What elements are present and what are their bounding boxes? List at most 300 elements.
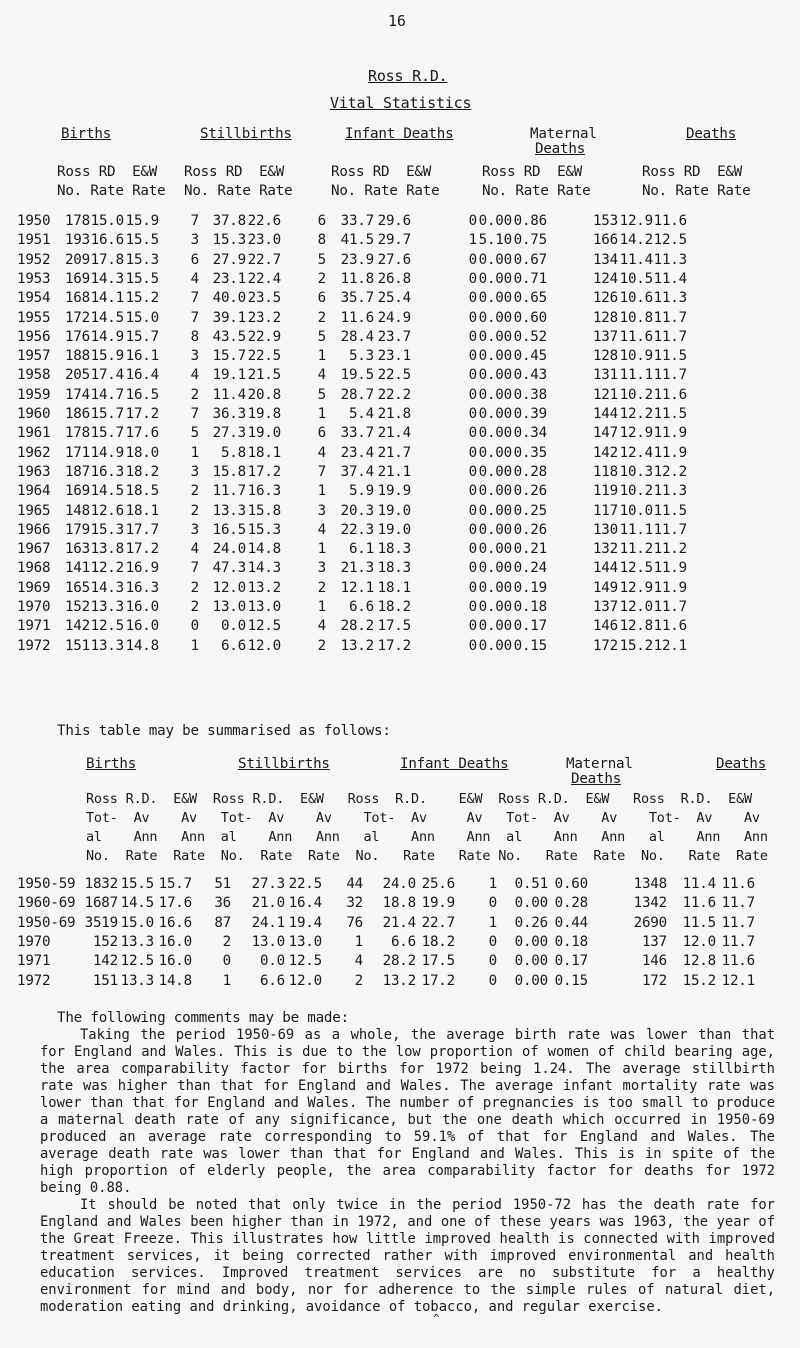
table-cell: 1 [222,972,231,989]
table-cell: 0 [468,637,477,654]
table-cell: 10.2 [619,483,653,500]
table-cell: 0 [468,406,477,422]
table-cell: 11.4 [682,876,716,892]
table-cell: 14.5 [90,483,124,500]
table-cell: 1687 [84,895,118,912]
row-label: 1964 [17,483,51,500]
table-cell: 11.4 [653,270,687,287]
table-cell: 12.9 [619,425,653,442]
table-cell: 178 [64,213,90,229]
table-cell: 12.2 [653,463,687,480]
table-cell: 0.15 [554,972,588,989]
table-cell: 169 [64,483,90,500]
table-cell: 13.2 [247,579,281,596]
table-cell: 7 [190,560,199,577]
table-cell: 16.5 [125,386,159,403]
table-cell: 1348 [633,876,667,892]
table-cell: 0.17 [554,953,588,970]
t2-births-header: Births [86,756,137,772]
table-cell: 10.9 [619,348,653,365]
row-label: 1962 [17,444,51,461]
table-cell: 0.00 [478,309,512,326]
table-cell: 13.2 [340,637,374,654]
table-cell: 117 [592,502,618,519]
table-cell: 119 [592,483,618,500]
row-label: 1954 [17,290,51,307]
table-cell: 12.5 [653,232,687,249]
table-cell: 0.25 [513,502,547,519]
table-cell: 22.6 [247,213,281,229]
table-cell: 12.8 [619,618,653,635]
t2-stillbirths-header: Stillbirths [238,756,330,772]
maternal-header: Maternal [530,126,597,142]
table-cell: 0 [468,386,477,403]
table-cell: 152 [64,599,90,615]
table-cell: 18.1 [125,502,159,519]
table-cell: 0.00 [478,560,512,577]
table-cell: 17.2 [247,463,281,480]
table-cell: 13.3 [120,972,154,989]
table-cell: 27.9 [212,251,246,268]
table-cell: 3 [317,560,326,577]
table-cell: 5 [317,386,326,403]
table-cell: 124 [592,270,618,287]
table-cell: 16.6 [158,914,192,931]
table-cell: 39.1 [212,309,246,326]
table-cell: 4 [354,953,363,970]
table-cell: 40.0 [212,290,246,307]
table-cell: 0 [468,328,477,345]
table-cell: 0.00 [478,444,512,461]
table-cell: 11.3 [653,483,687,500]
table-cell: 146 [641,953,667,970]
table-cell: 0.38 [513,386,547,403]
table-cell: 3 [190,348,199,365]
row-label: 1970 [17,933,51,950]
table-cell: 1 [488,876,497,892]
table-cell: 1 [317,541,326,558]
table-cell: 0.00 [478,541,512,558]
row-label: 1960 [17,406,51,422]
table-cell: 17.7 [125,521,159,538]
table-cell: 21.7 [377,444,411,461]
table-cell: 32 [346,895,363,912]
table-cell: 11.5 [653,502,687,519]
table-cell: 23.5 [247,290,281,307]
table-cell: 14.9 [90,328,124,345]
table-cell: 10.3 [619,463,653,480]
table-cell: 47.3 [212,560,246,577]
table-cell: 17.4 [90,367,124,384]
row-label: 1957 [17,348,51,365]
table-cell: 8 [317,232,326,249]
table-cell: 19.0 [377,502,411,519]
table-cell: 29.7 [377,232,411,249]
comments-body [40,1027,775,1316]
table-cell: 12.0 [288,972,322,989]
table-cell: 0.15 [513,637,547,654]
table-cell: 12.8 [682,953,716,970]
table-cell: 151 [92,972,118,989]
table-cell: 27.3 [212,425,246,442]
table-cell: 0.28 [554,895,588,912]
table-cell: 22.9 [247,328,281,345]
row-label: 1955 [17,309,51,326]
table-cell: 15.7 [90,425,124,442]
table-cell: 146 [592,618,618,635]
table-cell: 43.5 [212,328,246,345]
row-label: 1971 [17,618,51,635]
table-cell: 14.5 [120,895,154,912]
table-cell: 21.4 [377,425,411,442]
table-cell: 5.4 [348,406,374,422]
table-cell: 37.4 [340,463,374,480]
table-cell: 16.0 [158,953,192,970]
table-cell: 16.5 [212,521,246,538]
table-cell: 121 [592,386,618,403]
table-cell: 21.8 [377,406,411,422]
table-cell: 2 [190,483,199,500]
table-cell: 172 [641,972,667,989]
table-cell: 13.3 [120,933,154,950]
table-cell: 1 [488,914,497,931]
table-cell: 14.1 [90,290,124,307]
table-cell: 5.9 [348,483,374,500]
table-cell: 41.5 [340,232,374,249]
table-cell: 11.8 [340,270,374,287]
table-cell: 0 [190,618,199,635]
table-cell: 11.7 [653,328,687,345]
paragraph-2: It should be noted that only twice in the period 1950-72 has the death rate for England and Wales been higher than in 1972, and one of these years was 1963, the year of the Great Freeze. This illustrates how little improved health is connected with improved treatment services, it being corrected rather with improved environmental and health education services. Improved treatment services are no substitute for a healthy environment for mind and body, nor for adherence to the simple rules of natural diet, moderation eating and drinking, avoidance of tobacco, and regular exercise. [40,1197,775,1315]
table-cell: 16.3 [90,463,124,480]
table-cell: 5.10 [478,232,512,249]
table-cell: 15.2 [619,637,653,654]
table-cell: 6.6 [348,599,374,615]
table-cell: 0 [468,290,477,307]
table-cell: 0.00 [478,406,512,422]
table-cell: 148 [64,502,90,519]
table-cell: 0 [468,502,477,519]
table-cell: 141 [64,560,90,577]
table-cell: 0.0 [259,953,285,970]
table-cell: 4 [317,521,326,538]
table-cell: 1 [190,637,199,654]
maternal-sub2: No. Rate Rate [482,183,591,199]
table-cell: 12.5 [288,953,322,970]
row-label: 1963 [17,463,51,480]
table-cell: 21.5 [247,367,281,384]
table-cell: 10.5 [619,270,653,287]
table-cell: 128 [592,348,618,365]
table-cell: 11.5 [682,914,716,931]
table-cell: 0 [468,425,477,442]
table-cell: 17.2 [377,637,411,654]
table-cell: 0.00 [514,933,548,950]
table-cell: 25.6 [421,876,455,892]
table-cell: 11.6 [721,953,755,970]
table-cell: 14.9 [90,444,124,461]
table-cell: 11.7 [653,599,687,615]
table-cell: 0 [488,972,497,989]
table-cell: 13.3 [90,599,124,615]
row-label: 1966 [17,521,51,538]
table-cell: 18.2 [421,933,455,950]
table-cell: 15.7 [212,348,246,365]
table-cell: 6.6 [220,637,246,654]
table-cell: 16.0 [125,618,159,635]
table-cell: 0.60 [554,876,588,892]
table-cell: 0.00 [478,328,512,345]
table-cell: 1 [317,406,326,422]
table-cell: 131 [592,367,618,384]
infant-sub1: Ross RD E&W [331,164,432,180]
table-cell: 118 [592,463,618,480]
table-cell: 15.8 [212,463,246,480]
table-cell: 6.1 [348,541,374,558]
table-cell: 179 [64,521,90,538]
table-cell: 11.1 [619,367,653,384]
row-label: 1960-69 [17,895,76,912]
table-cell: 11.6 [682,895,716,912]
table-cell: 0 [488,933,497,950]
table-cell: 0.00 [478,290,512,307]
table-cell: 5.8 [220,444,246,461]
table-cell: 10.6 [619,290,653,307]
table-cell: 28.2 [382,953,416,970]
table-cell: 0 [468,541,477,558]
table-cell: 1 [317,348,326,365]
table-cell: 21.4 [382,914,416,931]
table-cell: 0.00 [514,972,548,989]
summary-intro: This table may be summarised as follows: [57,723,391,739]
table-cell: 15.5 [120,876,154,892]
table-cell: 15.3 [125,251,159,268]
table-cell: 19.0 [377,521,411,538]
table-cell: 24.1 [251,914,285,931]
births-sub2: No. Rate Rate [57,183,166,199]
table-cell: 14.8 [125,637,159,654]
table-cell: 174 [64,386,90,403]
infant-deaths-header: Infant Deaths [345,126,454,142]
table-cell: 22.4 [247,270,281,287]
table-cell: 11.6 [653,213,687,229]
table-cell: 2 [190,579,199,596]
table-cell: 13.2 [382,972,416,989]
comments-intro: The following comments may be made: [57,1010,349,1026]
table-cell: 24.9 [377,309,411,326]
table-cell: 11.4 [619,251,653,268]
table-cell: 12.0 [212,579,246,596]
table-cell: 27.6 [377,251,411,268]
table-cell: 18.2 [377,599,411,615]
table-cell: 0.26 [513,483,547,500]
table-cell: 0.00 [478,213,512,229]
table-cell: 37.8 [212,213,246,229]
table-cell: 16.9 [125,560,159,577]
table-cell: 15.3 [247,521,281,538]
table-cell: 0 [468,618,477,635]
table-cell: 22.5 [377,367,411,384]
table-cell: 144 [592,406,618,422]
table-cell: 10.2 [619,386,653,403]
deaths-sub1: Ross RD E&W [642,164,743,180]
table-cell: 126 [592,290,618,307]
table-cell: 2 [317,270,326,287]
table-cell: 18.5 [125,483,159,500]
table-cell: 0.00 [478,502,512,519]
table-cell: 0 [468,348,477,365]
table-cell: 137 [641,933,667,950]
table-cell: 0.35 [513,444,547,461]
table-cell: 19.9 [377,483,411,500]
table-cell: 22.3 [340,521,374,538]
table-cell: 15.9 [90,348,124,365]
table-cell: 17.5 [421,953,455,970]
table-cell: 3 [190,521,199,538]
table-cell: 18.3 [377,541,411,558]
page-title: Ross R.D. [368,67,448,85]
table-cell: 13.3 [90,637,124,654]
table-cell: 12.1 [653,637,687,654]
table-cell: 0.00 [478,618,512,635]
table-cell: 18.2 [125,463,159,480]
table-cell: 5 [317,328,326,345]
table-cell: 5 [190,425,199,442]
t2-infant-deaths-header: Infant Deaths [400,756,509,772]
table-cell: 16.4 [125,367,159,384]
table-cell: 1 [468,232,477,249]
table-cell: 2 [317,579,326,596]
table-cell: 13.8 [90,541,124,558]
table-cell: 169 [64,270,90,287]
table-cell: 28.7 [340,386,374,403]
table-cell: 4 [317,367,326,384]
table-cell: 36 [214,895,231,912]
table-cell: 0.18 [554,933,588,950]
table-cell: 0.67 [513,251,547,268]
table-cell: 15.2 [682,972,716,989]
table-cell: 7 [190,213,199,229]
table-cell: 14.3 [247,560,281,577]
table-cell: 19.0 [247,425,281,442]
table-cell: 7 [317,463,326,480]
table-cell: 18.1 [247,444,281,461]
table-cell: 44 [346,876,363,892]
table-cell: 2 [190,386,199,403]
table-cell: 205 [64,367,90,384]
table-cell: 15.3 [90,521,124,538]
t2-deaths-header: Deaths [716,756,767,772]
table-cell: 19.4 [288,914,322,931]
table-cell: 4 [317,444,326,461]
table-cell: 0 [468,251,477,268]
table-cell: 15.0 [125,309,159,326]
row-label: 1950-59 [17,876,76,892]
table-cell: 11.2 [619,541,653,558]
table-cell: 0.00 [478,251,512,268]
table-cell: 21.0 [251,895,285,912]
table-cell: 12.1 [340,579,374,596]
table-cell: 1832 [84,876,118,892]
table-cell: 0.24 [513,560,547,577]
table-cell: 15.2 [125,290,159,307]
row-label: 1970 [17,599,51,615]
table-cell: 0.00 [478,599,512,615]
table-cell: 2 [317,309,326,326]
table-cell: 1 [354,933,363,950]
table-cell: 11.2 [653,541,687,558]
table-cell: 17.8 [90,251,124,268]
table-cell: 51 [214,876,231,892]
table-cell: 17.2 [125,541,159,558]
t2-maternal-deaths-subheader: Deaths [571,771,622,787]
table-cell: 0.00 [478,386,512,403]
table-cell: 76 [346,914,363,931]
table-cell: 147 [592,425,618,442]
deaths-sub2: No. Rate Rate [642,183,751,199]
table-cell: 0.19 [513,579,547,596]
row-label: 1953 [17,270,51,287]
table-cell: 11.4 [212,386,246,403]
table-cell: 137 [592,328,618,345]
row-label: 1951 [17,232,51,249]
table-cell: 0.0 [220,618,246,635]
table-cell: 6.6 [259,972,285,989]
table-cell: 11.6 [721,876,755,892]
table-cell: 12.4 [619,444,653,461]
table-cell: 12.5 [120,953,154,970]
row-label: 1959 [17,386,51,403]
table-cell: 11.6 [653,618,687,635]
table-cell: 2 [222,933,231,950]
table-cell: 0.71 [513,270,547,287]
table-cell: 22.2 [377,386,411,403]
table-cell: 11.9 [653,560,687,577]
table-cell: 12.0 [619,599,653,615]
table-cell: 0.00 [478,348,512,365]
table-cell: 13.0 [247,599,281,615]
table-cell: 2 [190,502,199,519]
table-cell: 33.7 [340,425,374,442]
table-cell: 23.1 [377,348,411,365]
table-cell: 128 [592,309,618,326]
stillbirths-sub2: No. Rate Rate [184,183,293,199]
maternal-deaths-subheader: Deaths [535,141,586,157]
t2-header-line1: Ross R.D. E&W Ross R.D. E&W Ross R.D. E&W Ross R.D. E&W Ross R.D. E&W [86,791,752,807]
table-cell: 6 [317,425,326,442]
t2-header-line4: No. Rate Rate No. Rate Rate No. Rate Rate No. Rate Rate No. Rate Rate [86,848,768,864]
table-cell: 18.3 [377,560,411,577]
table-cell: 5 [317,251,326,268]
table-cell: 18.0 [125,444,159,461]
table-cell: 28.4 [340,328,374,345]
table-cell: 0 [488,953,497,970]
table-cell: 0.86 [513,213,547,229]
row-label: 1950-69 [17,914,76,931]
table-cell: 0.17 [513,618,547,635]
table-cell: 11.1 [619,521,653,538]
table-cell: 15.5 [125,270,159,287]
table-cell: 130 [592,521,618,538]
table-cell: 0.45 [513,348,547,365]
table-cell: 14.5 [90,309,124,326]
table-cell: 20.3 [340,502,374,519]
table-cell: 7 [190,406,199,422]
table-cell: 193 [64,232,90,249]
table-cell: 5.3 [348,348,374,365]
table-cell: 19.1 [212,367,246,384]
page-number: 16 [388,12,406,30]
